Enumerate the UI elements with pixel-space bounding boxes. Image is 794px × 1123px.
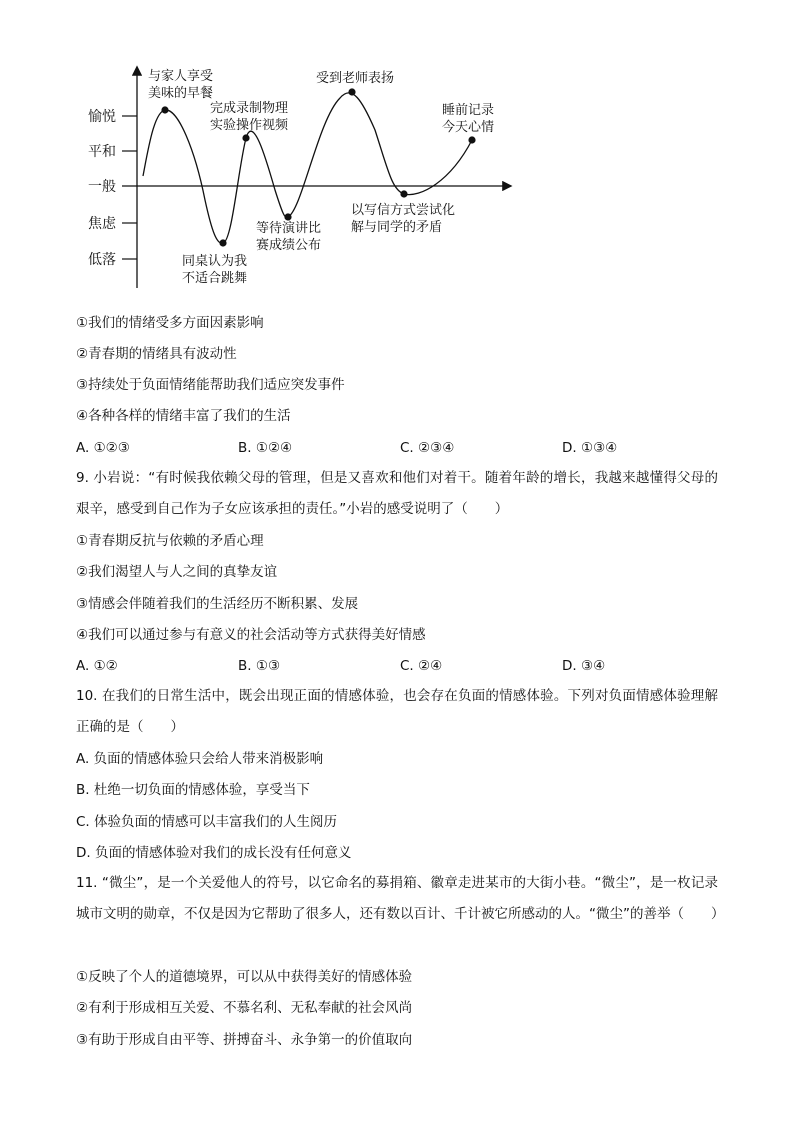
point-letter bbox=[400, 190, 407, 197]
label-diary-2: 今天心情 bbox=[442, 120, 495, 135]
point-speech bbox=[284, 213, 291, 220]
label-speech-2: 赛成绩公布 bbox=[256, 238, 322, 253]
q8-statement-2: ②青春期的情绪具有波动性 bbox=[76, 346, 237, 362]
point-deskmate bbox=[219, 239, 226, 246]
q9-statement-3: ③情感会伴随着我们的生活经历不断积累、发展 bbox=[76, 596, 359, 612]
point-video bbox=[242, 134, 249, 141]
q8-option-a[interactable]: A. ①②③ bbox=[76, 440, 130, 456]
q8-statement-1: ①我们的情绪受多方面因素影响 bbox=[76, 315, 264, 331]
label-deskmate-1: 同桌认为我 bbox=[182, 254, 248, 269]
q10-option-b[interactable]: B. 杜绝一切负面的情感体验，享受当下 bbox=[76, 782, 310, 798]
label-breakfast-1: 与家人享受 bbox=[148, 69, 214, 84]
q11-stem: 11. “微尘”，是一个关爱他人的符号，以它命名的募捐箱、徽章走进某市的大街小巷。“微尘”，是一枚记录城市文明的勋章，不仅是因为它帮助了很多人，还有数以百计、千计被它所感动的人。“微尘”的善举（ ） bbox=[76, 875, 725, 922]
y-label-yuyue: 愉悦 bbox=[88, 109, 116, 125]
q9-stem: 9. 小岩说：“有时候我依赖父母的管理，但是又喜欢和他们对着干。随着年龄的增长，我越来越懂得父母的艰辛，感受到自己作为子女应该承担的责任。”小岩的感受说明了（ ） bbox=[76, 470, 718, 517]
label-video-1: 完成录制物理 bbox=[210, 101, 289, 116]
q9-statement-4: ④我们可以通过参与有意义的社会活动等方式获得美好情感 bbox=[76, 627, 426, 643]
point-breakfast bbox=[161, 106, 168, 113]
y-label-yiban: 一般 bbox=[88, 179, 116, 195]
label-diary-1: 睡前记录 bbox=[442, 103, 495, 118]
point-praise bbox=[348, 88, 355, 95]
q9-statement-2: ②我们渴望人与人之间的真挚友谊 bbox=[76, 564, 278, 580]
label-deskmate-2: 不适合跳舞 bbox=[182, 271, 248, 286]
label-video-2: 实验操作视频 bbox=[210, 118, 289, 133]
q11-statement-3: ③有助于形成自由平等、拼搏奋斗、永争第一的价值取向 bbox=[76, 1032, 413, 1048]
q11-statement-2: ②有利于形成相互关爱、不慕名利、无私奉献的社会风尚 bbox=[76, 1000, 413, 1016]
label-letter-1: 以写信方式尝试化 bbox=[351, 203, 456, 218]
q9-option-b[interactable]: B. ①③ bbox=[238, 658, 281, 674]
q8-statement-4: ④各种各样的情绪丰富了我们的生活 bbox=[76, 408, 291, 424]
label-praise-1: 受到老师表扬 bbox=[316, 71, 395, 86]
q11-statement-1: ①反映了个人的道德境界，可以从中获得美好的情感体验 bbox=[76, 969, 413, 985]
emotion-curve-svg bbox=[70, 60, 530, 300]
y-label-pinghe: 平和 bbox=[88, 144, 116, 160]
q8-option-d[interactable]: D. ①③④ bbox=[562, 440, 618, 456]
q9-option-c[interactable]: C. ②④ bbox=[400, 658, 443, 674]
q10-option-c[interactable]: C. 体验负面的情感可以丰富我们的人生阅历 bbox=[76, 814, 338, 830]
q10-option-d[interactable]: D. 负面的情感体验对我们的成长没有任何意义 bbox=[76, 845, 352, 861]
y-label-jiaolv: 焦虑 bbox=[88, 216, 116, 232]
q9-option-d[interactable]: D. ③④ bbox=[562, 658, 606, 674]
label-breakfast-2: 美味的早餐 bbox=[148, 86, 214, 101]
label-letter-2: 解与同学的矛盾 bbox=[351, 220, 443, 235]
q8-option-b[interactable]: B. ①②④ bbox=[238, 440, 293, 456]
q10-stem: 10. 在我们的日常生活中，既会出现正面的情感体验，也会存在负面的情感体验。下列对负面情感体验理解正确的是（ ） bbox=[76, 688, 718, 735]
q8-statement-3: ③持续处于负面情绪能帮助我们适应突发事件 bbox=[76, 377, 345, 393]
label-speech-1: 等待演讲比 bbox=[256, 221, 322, 236]
q9-statement-1: ①青春期反抗与依赖的矛盾心理 bbox=[76, 533, 264, 549]
y-label-diluo: 低落 bbox=[88, 252, 116, 268]
q10-option-a[interactable]: A. 负面的情感体验只会给人带来消极影响 bbox=[76, 751, 324, 767]
point-diary bbox=[468, 136, 475, 143]
emotion-curve-figure bbox=[70, 60, 530, 300]
q8-option-c[interactable]: C. ②③④ bbox=[400, 440, 455, 456]
q9-option-a[interactable]: A. ①② bbox=[76, 658, 118, 674]
